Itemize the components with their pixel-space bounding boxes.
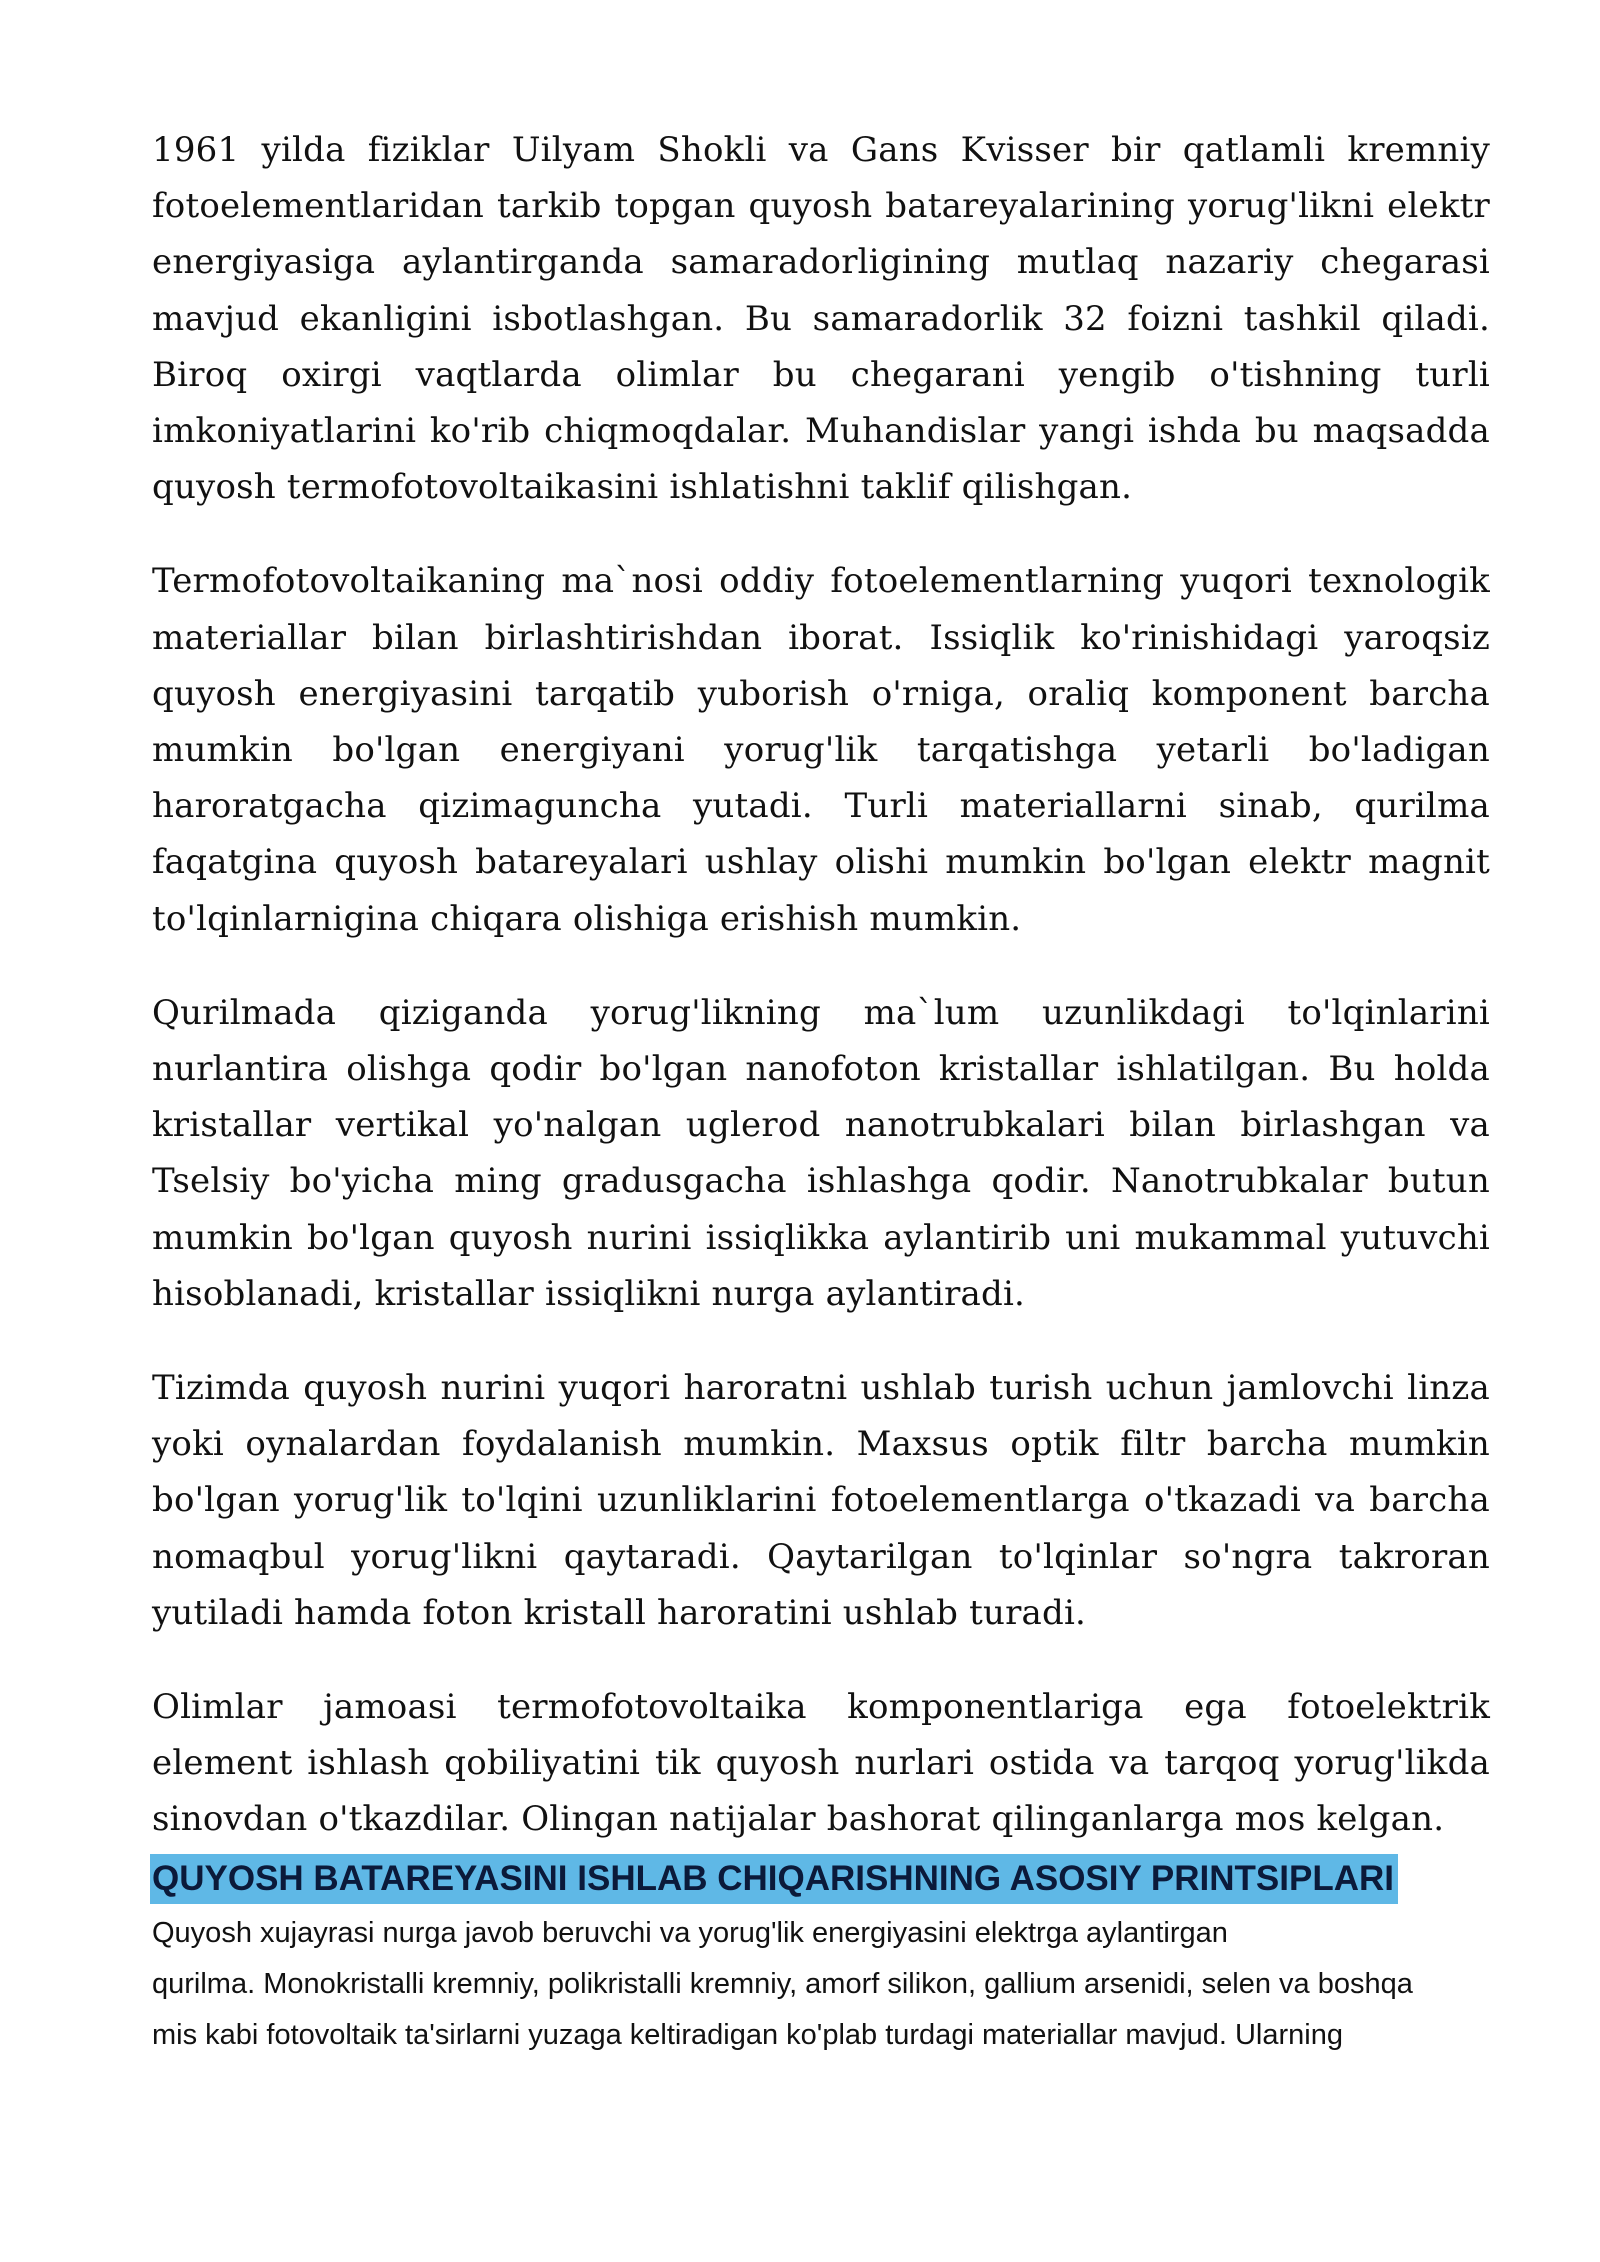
section-heading: QUYOSH BATAREYASINI ISHLAB CHIQARISHNING ASOSIY PRINTSIPLARI	[150, 1854, 1398, 1904]
paragraph-4: Tizimda quyosh nurini yuqori haroratni ushlab turish uchun jamlovchi linza yoki oynalardan foydalanish mumkin. Maxsus optik filtr barcha mumkin bo'lgan yorug'lik to'lqini uzunliklarini fotoelementlarga o'tkazadi va barcha nomaqbul yorug'likni qaytaradi. Qaytarilgan to'lqinlar so'ngra takroran yutiladi hamda foton kristall haroratini ushlab turadi.	[152, 1368, 1490, 1633]
paragraph-1: 1961 yilda fiziklar Uilyam Shokli va Gans Kvisser bir qatlamli kremniy fotoelementlaridan tarkib topgan quyosh batareyalarining yorug'likni elektr energiyasiga aylantirganda samaradorligining mutlaq nazariy chegarasi mavjud ekanligini isbotlashgan. Bu samaradorlik 32 foizni tashkil qiladi. Biroq oxirgi vaqtlarda olimlar bu chegarani yengib o'tishning turli imkoniyatlarini ko'rib chiqmoqdalar. Muhandislar yangi ishda bu maqsadda quyosh termofotovoltaikasini ishlatishni taklif qilishgan.	[152, 130, 1490, 508]
paragraph-5: Olimlar jamoasi termofotovoltaika komponentlariga ega fotoelektrik element ishlash qobiliyatini tik quyosh nurlari ostida va tarqoq yorug'likda sinovdan o'tkazdilar. Olingan natijalar bashorat qilinganlarga mos kelgan.	[152, 1687, 1490, 1840]
section-line-3: mis kabi fotovoltaik ta'sirlarni yuzaga keltiradigan ko'plab turdagi materiallar mavjud. Ularning	[152, 2018, 1343, 2051]
section-block	[152, 1848, 1490, 2061]
document-page	[152, 122, 1490, 2061]
paragraph-3: Qurilmada qiziganda yorug'likning ma`lum uzunlikdagi to'lqinlarini nurlantira olishga qodir bo'lgan nanofoton kristallar ishlatilgan. Bu holda kristallar vertikal yo'nalgan uglerod nanotrubkalari bilan birlashgan va Tselsiy bo'yicha ming gradusgacha ishlashga qodir. Nanotrubkalar butun mumkin bo'lgan quyosh nurini issiqlikka aylantirib uni mukammal yutuvchi hisoblanadi, kristallar issiqlikni nurga aylantiradi.	[152, 992, 1490, 1314]
section-line-2: qurilma. Monokristalli kremniy, polikristalli kremniy, amorf silikon, gallium arsenidi, selen va boshqa	[152, 1967, 1413, 2000]
paragraph-2: Termofotovoltaikaning ma`nosi oddiy fotoelementlarning yuqori texnologik materiallar bilan birlashtirishdan iborat. Issiqlik ko'rinishidagi yaroqsiz quyosh energiyasini tarqatib yuborish o'rniga, oraliq komponent barcha mumkin bo'lgan energiyani yorug'lik tarqatishga yetarli bo'ladigan haroratgacha qizimaguncha yutadi. Turli materiallarni sinab, qurilma faqatgina quyosh batareyalari ushlay olishi mumkin bo'lgan elektr magnit to'lqinlarnigina chiqara olishiga erishish mumkin.	[152, 561, 1490, 939]
section-line-1: Quyosh xujayrasi nurga javob beruvchi va yorug'lik energiyasini elektrga aylantirgan	[152, 1916, 1228, 1949]
